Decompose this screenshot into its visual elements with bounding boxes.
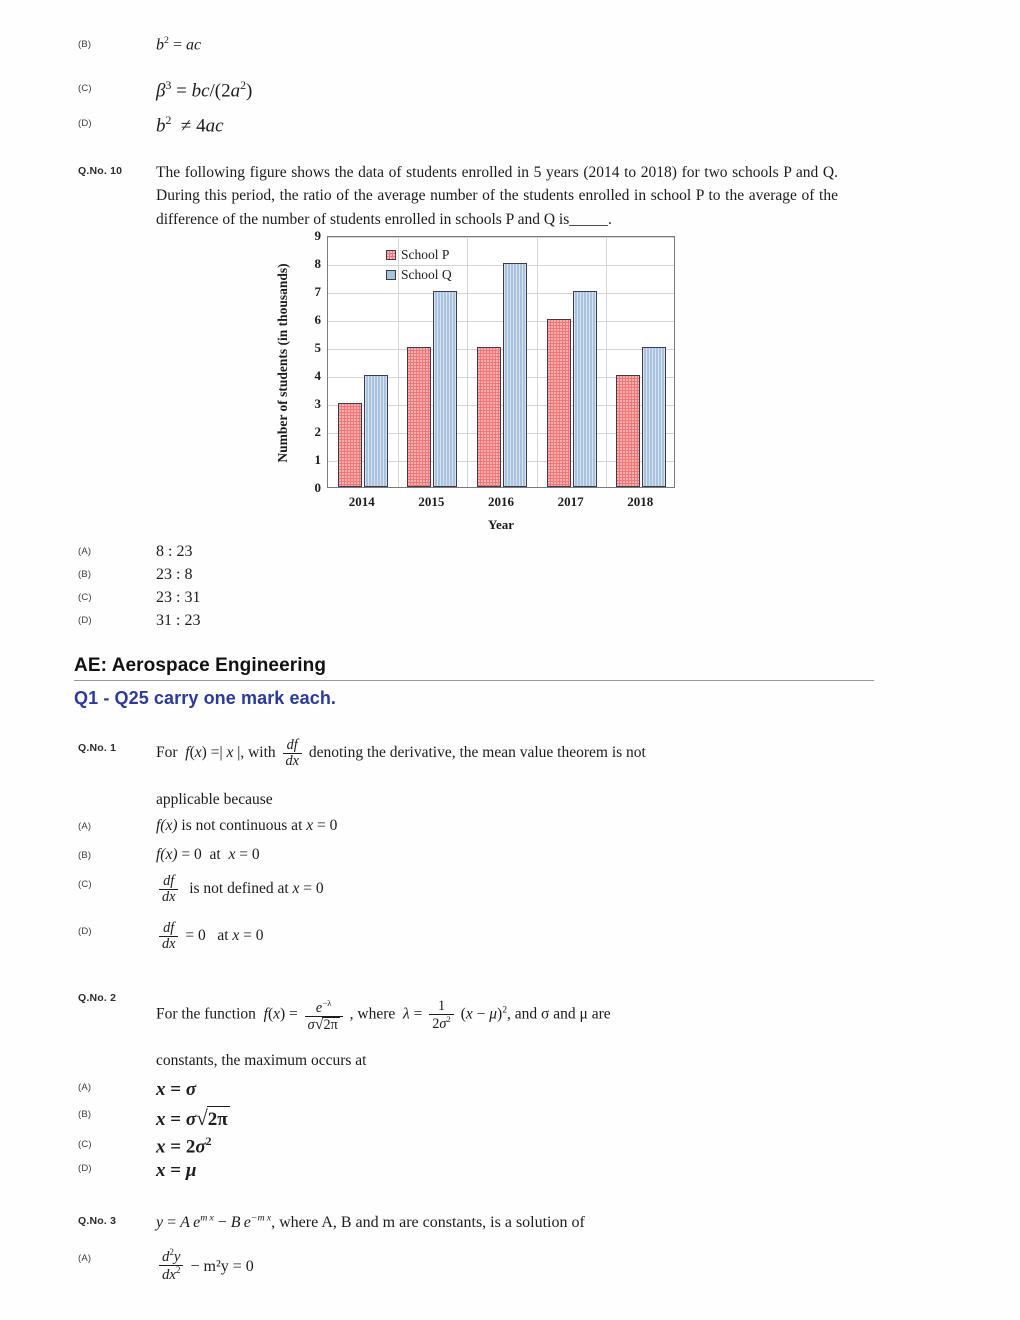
chart-x-tick-label: 2017 xyxy=(557,494,584,509)
option-text: $b^2$ = ac xyxy=(156,35,202,54)
question-number: Q.No. 3 xyxy=(78,1215,117,1227)
chart-y-tick-label: 4 xyxy=(314,368,321,383)
legend-label: School P xyxy=(401,247,450,262)
option-label: (A) xyxy=(78,546,92,557)
section-title: AE: Aerospace Engineering xyxy=(74,655,327,676)
chart-y-ticks xyxy=(299,228,321,495)
lambda-fraction: $\frac{1}{2\sigma^2}$ xyxy=(429,999,454,1032)
q1-option-d xyxy=(78,921,578,952)
chart-plot-area xyxy=(327,236,675,488)
option-label: (C) xyxy=(78,1139,92,1150)
question-text: The following figure shows the data of students enrolled in 5 years (2014 to 2018) for two schools P and Q. During this period, the ratio of the average number of the students enrolled in school P to the average of the difference of the number of students enrolled in schools P and Q is_____. xyxy=(156,164,838,228)
fraction-numerator: df xyxy=(159,874,178,890)
chart-y-axis-label: Number of students (in thousands) xyxy=(275,263,290,463)
q2-option-a xyxy=(78,1077,478,1103)
q1-option-c xyxy=(78,874,578,905)
fraction-denominator: dx xyxy=(162,888,176,905)
chart-x-tick-label: 2018 xyxy=(627,494,654,509)
question-2-text: For the function f(x) = $\frac{e^{-\lambda}}{\sigma√2\pi}$ , where λ = $\frac{1}{2\sigma^2}$ $(x - \mu)^2$, and σ and μ are xyxy=(156,998,611,1034)
option-text: 31 : 23 xyxy=(156,612,201,629)
chart-legend xyxy=(386,247,452,287)
gaussian-fraction: $\frac{e^{-\lambda}}{\sigma√2\pi}$ xyxy=(305,999,343,1033)
chart-gridline xyxy=(328,293,674,294)
option-text: $x = 2\sigma^2$ xyxy=(156,1135,212,1158)
chart-bar xyxy=(477,347,501,487)
q10-option-a xyxy=(78,541,478,563)
question-10 xyxy=(78,161,838,231)
option-text: x = σ√2π xyxy=(156,1104,478,1133)
option-label: (A) xyxy=(78,821,92,832)
q2-option-d xyxy=(78,1158,478,1184)
option-row-c-top xyxy=(78,78,578,104)
chart-bar xyxy=(364,375,388,487)
chart-x-axis-label: Year xyxy=(488,517,514,532)
question-1 xyxy=(78,738,838,769)
fraction-denominator: dx xyxy=(285,752,299,769)
chart-y-tick-label: 1 xyxy=(314,452,321,467)
option-label: (B) xyxy=(78,850,92,861)
option-label: (C) xyxy=(78,879,92,890)
chart-bar xyxy=(433,291,457,487)
option-label: (D) xyxy=(78,118,92,129)
option-text: 23 : 31 xyxy=(156,589,201,606)
q1-text-part3: denoting the derivative, the mean value theorem is not xyxy=(308,744,646,762)
q3-text: , where A, B and m are constants, is a solution of xyxy=(271,1214,585,1231)
question-number: Q.No. 10 xyxy=(78,165,123,177)
chart-bar xyxy=(338,403,362,487)
chart-x-tick-label: 2014 xyxy=(348,494,375,509)
second-derivative-fraction: $\frac{d^2y}{dx^2}$ xyxy=(159,1248,183,1284)
q2-text-line2: constants, the maximum occurs at xyxy=(156,1052,367,1069)
derivative-fraction xyxy=(159,874,178,905)
option-text: $\beta^3 = bc/(2a^2)$ xyxy=(156,79,253,102)
option-label: (B) xyxy=(78,1109,92,1120)
chart-x-tick-label: 2015 xyxy=(418,494,445,509)
option-text: $\frac{df}{dx}$ = 0 at x = 0 xyxy=(156,921,578,952)
chart-gridline xyxy=(328,349,674,350)
q1-option-b xyxy=(78,845,578,866)
chart-y-tick-label: 0 xyxy=(314,480,321,495)
option-row-b-top xyxy=(78,34,578,56)
chart-y-tick-label: 6 xyxy=(314,312,321,327)
fraction-numerator: df xyxy=(159,921,178,937)
chart-bar xyxy=(547,319,571,487)
option-label: (A) xyxy=(78,1253,92,1264)
chart-y-tick-label: 3 xyxy=(314,396,321,411)
option-text: 23 : 8 xyxy=(156,566,193,583)
q2-question-number: Q.No. 2 xyxy=(78,992,117,1004)
chart-bar xyxy=(573,291,597,487)
q1-text-part2: , with xyxy=(240,744,276,762)
legend-swatch-icon xyxy=(386,250,396,260)
q1-option-a xyxy=(78,816,578,837)
chart-x-tick-label: 2016 xyxy=(488,494,514,509)
chart-gridline xyxy=(328,265,674,266)
chart-gridline-vertical xyxy=(537,237,538,487)
option-text: x = σ xyxy=(156,1079,197,1100)
derivative-fraction xyxy=(283,738,302,769)
fraction-denominator: dx xyxy=(162,935,176,952)
bar-chart xyxy=(275,228,683,536)
question-number: Q.No. 1 xyxy=(78,742,117,754)
option-text: x = μ xyxy=(156,1160,197,1181)
option-text: $b^2 \ne 4ac$ xyxy=(156,114,224,137)
q2-option-c xyxy=(78,1134,478,1160)
chart-bar xyxy=(616,375,640,487)
fraction-numerator: df xyxy=(283,738,302,754)
legend-swatch-icon xyxy=(386,270,396,280)
chart-gridline-vertical xyxy=(467,237,468,487)
option-label: (B) xyxy=(78,39,92,50)
section-divider xyxy=(74,680,874,681)
chart-y-tick-label: 2 xyxy=(314,424,321,439)
q2-lead: For the function xyxy=(156,1005,256,1023)
chart-gridline xyxy=(328,237,674,238)
option-label: (D) xyxy=(78,615,92,626)
q2-mid: , where xyxy=(349,1005,396,1023)
option-text: f(x) is not continuous at x = 0 xyxy=(156,817,338,834)
chart-bar xyxy=(642,347,666,487)
q1-text-line2: applicable because xyxy=(156,791,273,808)
option-label: (B) xyxy=(78,569,92,580)
chart-y-tick-label: 5 xyxy=(314,340,321,355)
chart-bar xyxy=(407,347,431,487)
question-3 xyxy=(78,1211,838,1235)
chart-gridline-vertical xyxy=(606,237,607,487)
chart-gridline xyxy=(328,321,674,322)
q2-option-b xyxy=(78,1104,478,1133)
q10-option-b xyxy=(78,564,478,586)
chart-gridline-vertical xyxy=(398,237,399,487)
q10-option-c xyxy=(78,587,478,609)
chart-bar xyxy=(503,263,527,487)
option-label: (D) xyxy=(78,926,92,937)
option-text: 8 : 23 xyxy=(156,543,193,560)
q3-option-a-tail: − m²y = 0 xyxy=(190,1258,254,1276)
option-label: (C) xyxy=(78,83,92,94)
option-label: (D) xyxy=(78,1163,92,1174)
option-text: f(x) = 0 at x = 0 xyxy=(156,846,260,863)
option-label: (C) xyxy=(78,592,92,603)
q1-text-part1: For xyxy=(156,744,178,762)
chart-y-tick-label: 7 xyxy=(314,284,321,299)
option-text: $\frac{df}{dx}$ is not defined at x = 0 xyxy=(156,874,578,905)
legend-label: School Q xyxy=(401,267,452,282)
option-row-d-top xyxy=(78,113,578,139)
legend-item-school-q xyxy=(386,267,452,283)
question-text: For f(x) =| x |, with $\frac{df}{dx}$ denoting the derivative, the mean value theorem is not xyxy=(156,737,646,769)
chart-y-tick-label: 9 xyxy=(314,228,321,243)
q3-option-a xyxy=(78,1248,578,1284)
q2-tail: , and σ and μ are xyxy=(507,1005,611,1023)
option-label: (A) xyxy=(78,1082,92,1093)
q10-option-d xyxy=(78,610,478,632)
question-text: y = A $e^{m x} - B$ $e^{-m x}$, where A, B and m are constants, is a solution of xyxy=(156,1212,585,1231)
marks-note: Q1 - Q25 carry one mark each. xyxy=(74,688,337,708)
legend-item-school-p xyxy=(386,247,452,263)
option-text xyxy=(156,1248,578,1284)
derivative-fraction xyxy=(159,921,178,952)
chart-y-tick-label: 8 xyxy=(314,256,321,271)
